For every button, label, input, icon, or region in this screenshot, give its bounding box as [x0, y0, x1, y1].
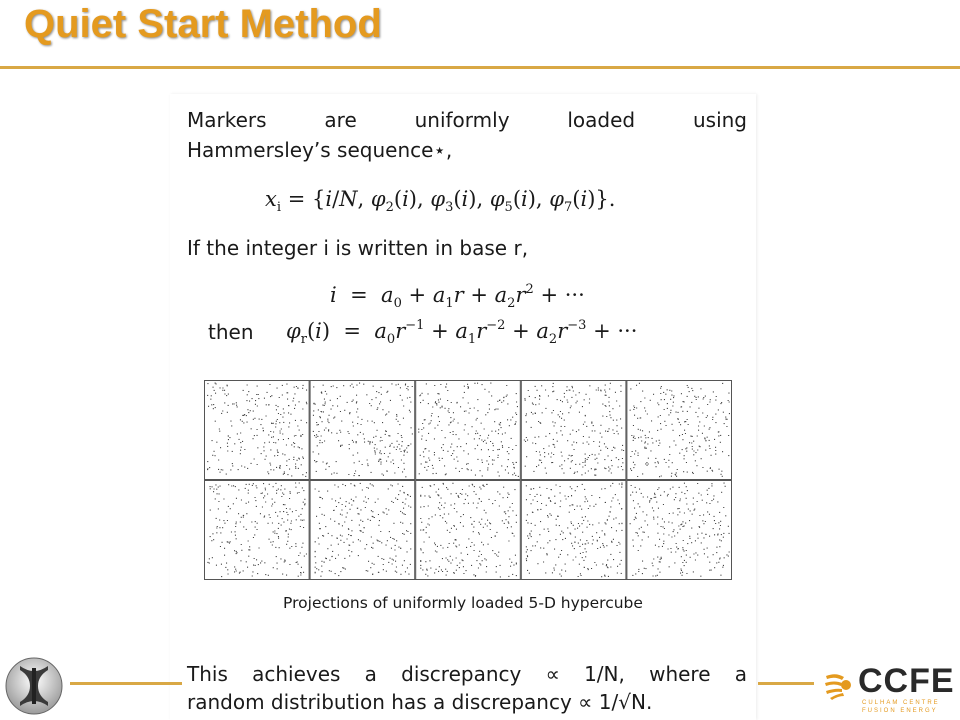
panel-points — [524, 383, 624, 475]
panel-border — [521, 381, 626, 480]
panel-points — [420, 483, 517, 577]
projection-panel — [627, 381, 732, 480]
slide-title: Quiet Start Method — [24, 2, 382, 46]
ccfe-subtitle-2: FUSION ENERGY — [862, 708, 938, 714]
base-line: If the integer i is written in base r, — [187, 236, 529, 260]
projection-panel — [205, 381, 310, 480]
projection-panel — [416, 481, 521, 580]
panel-border — [521, 481, 626, 580]
footer-rule-left — [70, 682, 182, 685]
torus-logo-icon — [4, 656, 64, 716]
projection-panel — [521, 481, 626, 580]
hypercube-projections-figure — [204, 380, 732, 580]
panel-points — [526, 483, 623, 577]
ccfe-sun-icon — [824, 668, 858, 702]
intro-word: using — [692, 108, 747, 132]
intro-word: are — [324, 108, 357, 132]
panel-border — [310, 481, 415, 580]
conclusion-text-1: This achieves a discrepancy ∝ 1/N, where a — [187, 662, 747, 686]
intro-word: Markers — [187, 108, 267, 132]
projection-panel — [416, 381, 521, 480]
intro-line-1 — [187, 106, 747, 134]
ccfe-brand-text: CCFE — [858, 662, 955, 700]
projection-panel — [205, 481, 310, 580]
then-label: then — [208, 320, 254, 344]
intro-word: uniformly — [414, 108, 510, 132]
projection-panel — [310, 381, 415, 480]
footer-rule-right — [758, 682, 814, 685]
panel-points — [315, 483, 412, 576]
panel-points — [418, 383, 519, 476]
panel-points — [630, 483, 730, 576]
document-excerpt — [170, 94, 756, 720]
intro-line-2: Hammersley’s sequence⋆, — [187, 138, 453, 162]
conclusion-line-2: random distribution has a discrepancy ∝ 1/√N. — [187, 690, 653, 714]
hammersley-equation: $x_i = \{i/N$, $\varphi_2(i)$, $\varphi_3(i)$, $\varphi_5(i)$, $\varphi_7(i)$}. — [265, 187, 616, 215]
radical-inverse-equation: $\varphi_r(i) = a_0r^{-1} + a_1r^{-2} + a_2r^{-3}$ + ··· — [286, 318, 638, 347]
intro-word: loaded — [567, 108, 636, 132]
panel-points — [313, 383, 413, 477]
panel-border — [627, 381, 732, 480]
projection-panel — [310, 481, 415, 580]
panel-points — [207, 483, 307, 577]
title-rule — [0, 66, 960, 69]
projection-panel — [627, 481, 732, 580]
ccfe-subtitle-1: CULHAM CENTRE — [862, 700, 940, 706]
panel-points — [207, 383, 307, 476]
panel-border — [627, 481, 732, 580]
figure-caption: Projections of uniformly loaded 5-D hypercube — [283, 594, 643, 612]
panel-points — [630, 383, 730, 476]
panel-border — [416, 381, 521, 480]
projection-panel — [521, 381, 626, 480]
conclusion-line-1 — [187, 660, 747, 688]
base-expansion-equation: $i = a_0 + a_1r + a_2r^2$ + ··· — [330, 282, 585, 311]
